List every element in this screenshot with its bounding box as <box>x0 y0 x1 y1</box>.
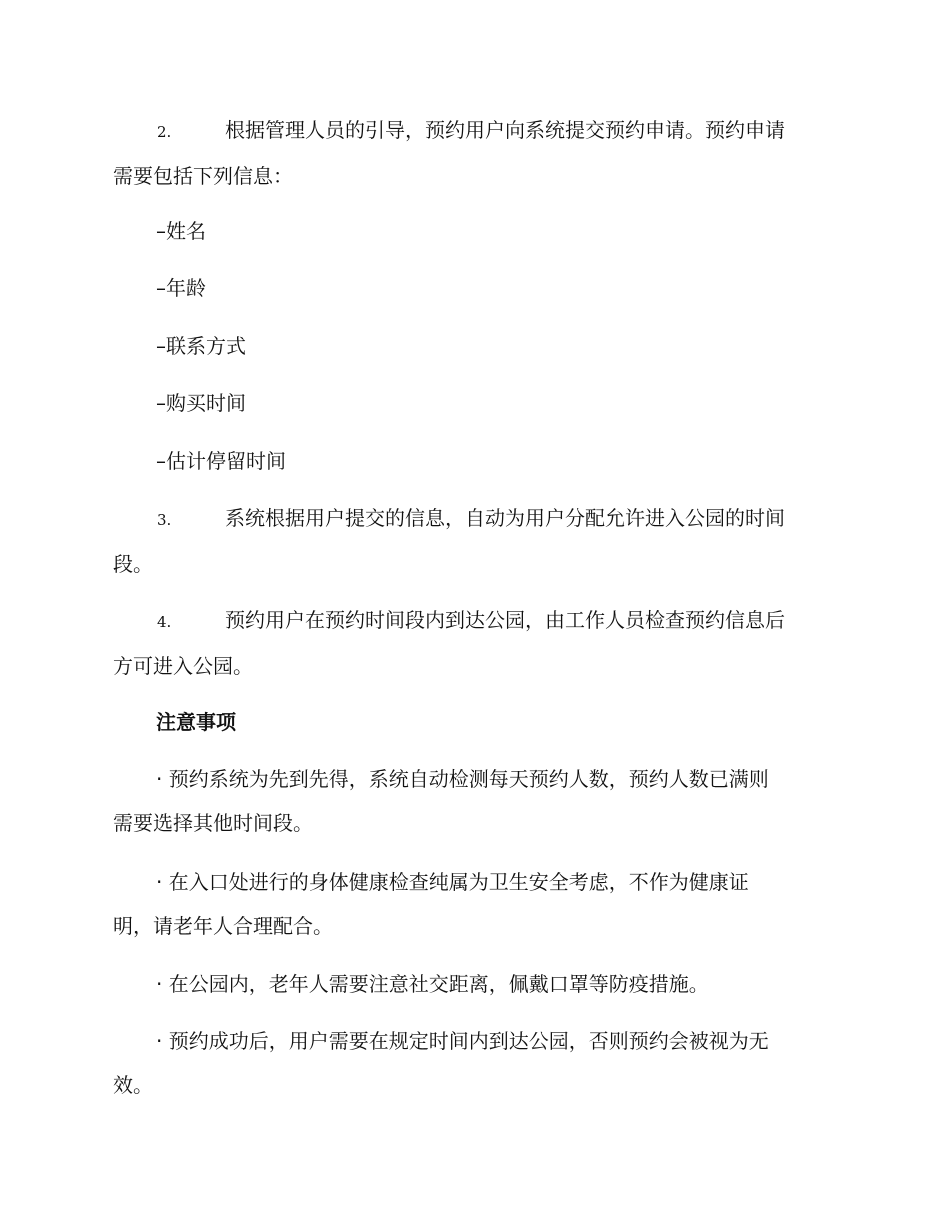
step-number: 4. <box>157 613 172 631</box>
step-text-line1: 根据管理人员的引导，预约用户向系统提交预约申请。预约申请 <box>225 118 785 142</box>
note-line1: · 预约成功后，用户需要在规定时间内到达公园，否则预约会被视为无 <box>156 1029 769 1053</box>
info-item-age: –年龄 <box>156 276 206 300</box>
step-text-line2: 段。 <box>113 552 153 576</box>
note-line2: 需要选择其他时间段。 <box>113 811 313 835</box>
info-item-purchase-time: –购买时间 <box>156 391 246 415</box>
step-2 <box>113 108 833 198</box>
step-3 <box>113 496 833 586</box>
note-item <box>113 860 833 948</box>
step-text-line2: 需要包括下列信息： <box>113 164 293 188</box>
step-4 <box>113 598 833 688</box>
note-line1: · 在入口处进行的身体健康检查纯属为卫生安全考虑，不作为健康证 <box>156 870 749 894</box>
note-line2: 效。 <box>113 1073 153 1097</box>
note-line1: · 在公园内，老年人需要注意社交距离，佩戴口罩等防疫措施。 <box>156 972 709 996</box>
note-item <box>113 962 833 1006</box>
step-text-line1: 预约用户在预约时间段内到达公园，由工作人员检查预约信息后 <box>225 608 785 632</box>
info-item-contact: –联系方式 <box>156 334 246 358</box>
step-number: 2. <box>157 123 172 141</box>
step-text-line2: 方可进入公园。 <box>113 654 253 678</box>
step-text-line1: 系统根据用户提交的信息，自动为用户分配允许进入公园的时间 <box>225 506 785 530</box>
info-item-stay-time: –估计停留时间 <box>156 449 286 473</box>
notes-title: 注意事项 <box>156 710 236 734</box>
note-line1: · 预约系统为先到先得，系统自动检测每天预约人数，预约人数已满则 <box>156 767 769 791</box>
note-line2: 明，请老年人合理配合。 <box>113 914 333 938</box>
step-number: 3. <box>157 511 172 529</box>
note-item <box>113 1019 833 1107</box>
note-item <box>113 757 833 845</box>
info-item-name: –姓名 <box>156 219 206 243</box>
